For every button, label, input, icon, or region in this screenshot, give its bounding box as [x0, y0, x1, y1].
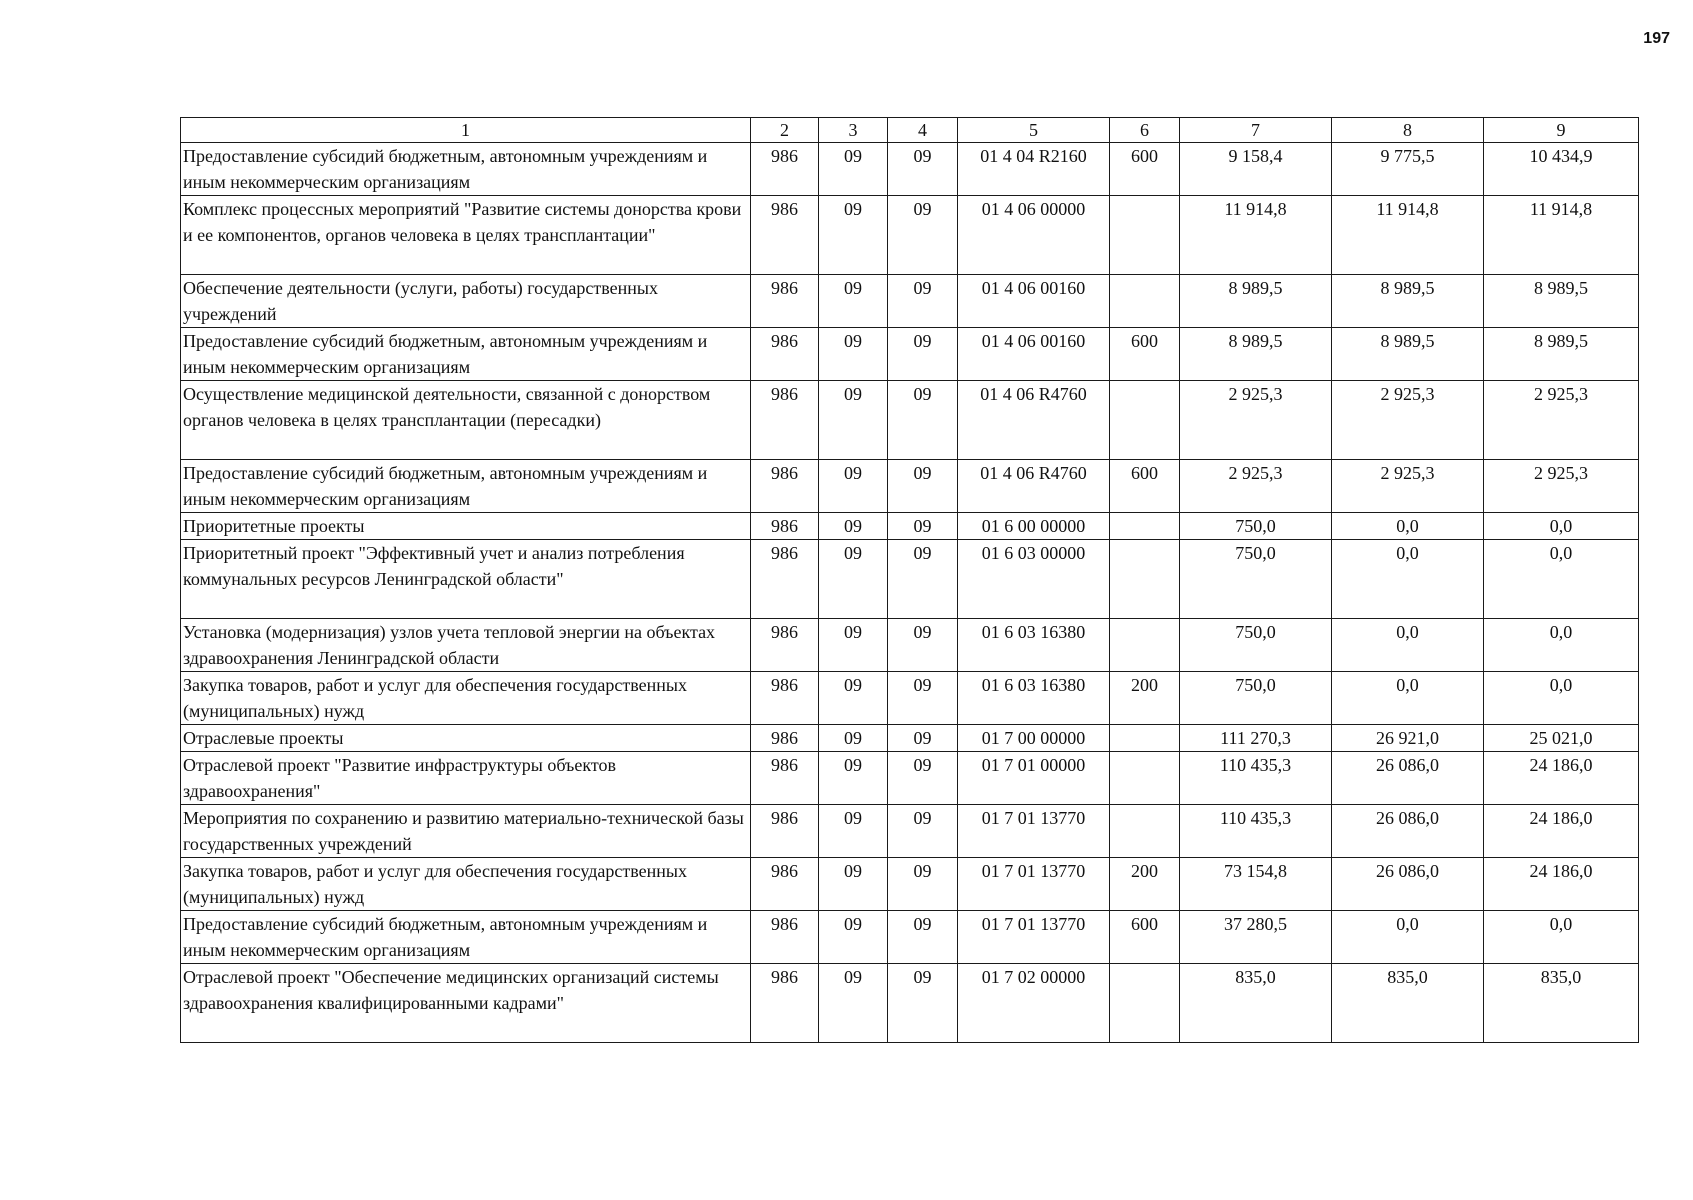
row-name-cell: Комплекс процессных мероприятий "Развитие системы донорства крови и ее компонентов, органов человека в целях трансплантации" — [181, 196, 751, 275]
subsection-cell: 09 — [888, 752, 958, 805]
subsection-cell: 09 — [888, 619, 958, 672]
subsection-cell: 09 — [888, 964, 958, 1043]
admin-code-cell: 986 — [751, 460, 819, 513]
row-name-cell: Отраслевые проекты — [181, 725, 751, 752]
admin-code-cell: 986 — [751, 196, 819, 275]
amount-year1-cell: 73 154,8 — [1180, 858, 1332, 911]
target-article-cell: 01 7 01 00000 — [958, 752, 1110, 805]
target-article-cell: 01 7 01 13770 — [958, 858, 1110, 911]
expense-type-cell: 200 — [1110, 672, 1180, 725]
amount-year3-cell: 0,0 — [1484, 513, 1639, 540]
budget-table-container — [180, 117, 1638, 1043]
expense-type-cell — [1110, 619, 1180, 672]
table-row — [181, 540, 1639, 619]
section-cell: 09 — [819, 196, 888, 275]
table-row — [181, 460, 1639, 513]
amount-year2-cell: 0,0 — [1332, 540, 1484, 619]
column-header: 7 — [1180, 118, 1332, 143]
target-article-cell: 01 7 01 13770 — [958, 805, 1110, 858]
target-article-cell: 01 7 01 13770 — [958, 911, 1110, 964]
column-header: 8 — [1332, 118, 1484, 143]
target-article-cell: 01 4 04 R2160 — [958, 143, 1110, 196]
table-row — [181, 964, 1639, 1043]
row-name-cell: Отраслевой проект "Обеспечение медицинских организаций системы здравоохранения квалифицированными кадрами" — [181, 964, 751, 1043]
target-article-cell: 01 6 03 16380 — [958, 672, 1110, 725]
section-cell: 09 — [819, 725, 888, 752]
column-header: 1 — [181, 118, 751, 143]
admin-code-cell: 986 — [751, 143, 819, 196]
table-row — [181, 858, 1639, 911]
amount-year3-cell: 0,0 — [1484, 619, 1639, 672]
table-row — [181, 513, 1639, 540]
subsection-cell: 09 — [888, 275, 958, 328]
amount-year2-cell: 2 925,3 — [1332, 460, 1484, 513]
amount-year3-cell: 8 989,5 — [1484, 275, 1639, 328]
section-cell: 09 — [819, 143, 888, 196]
section-cell: 09 — [819, 805, 888, 858]
amount-year3-cell: 24 186,0 — [1484, 858, 1639, 911]
row-name-cell: Осуществление медицинской деятельности, связанной с донорством органов человека в целях трансплантации (пересадки) — [181, 381, 751, 460]
section-cell: 09 — [819, 619, 888, 672]
target-article-cell: 01 7 02 00000 — [958, 964, 1110, 1043]
subsection-cell: 09 — [888, 460, 958, 513]
table-row — [181, 752, 1639, 805]
subsection-cell: 09 — [888, 805, 958, 858]
section-cell: 09 — [819, 275, 888, 328]
target-article-cell: 01 4 06 00000 — [958, 196, 1110, 275]
amount-year1-cell: 37 280,5 — [1180, 911, 1332, 964]
column-header: 6 — [1110, 118, 1180, 143]
target-article-cell: 01 4 06 R4760 — [958, 460, 1110, 513]
amount-year2-cell: 0,0 — [1332, 513, 1484, 540]
amount-year3-cell: 24 186,0 — [1484, 805, 1639, 858]
amount-year2-cell: 9 775,5 — [1332, 143, 1484, 196]
budget-table — [180, 117, 1639, 1043]
subsection-cell: 09 — [888, 328, 958, 381]
amount-year2-cell: 26 086,0 — [1332, 752, 1484, 805]
amount-year2-cell: 0,0 — [1332, 619, 1484, 672]
amount-year3-cell: 11 914,8 — [1484, 196, 1639, 275]
subsection-cell: 09 — [888, 381, 958, 460]
section-cell: 09 — [819, 513, 888, 540]
amount-year3-cell: 8 989,5 — [1484, 328, 1639, 381]
row-name-cell: Мероприятия по сохранению и развитию материально-технической базы государственных учреждений — [181, 805, 751, 858]
expense-type-cell — [1110, 540, 1180, 619]
amount-year1-cell: 8 989,5 — [1180, 328, 1332, 381]
target-article-cell: 01 4 06 00160 — [958, 328, 1110, 381]
row-name-cell: Предоставление субсидий бюджетным, автономным учреждениям и иным некоммерческим организациям — [181, 911, 751, 964]
amount-year1-cell: 2 925,3 — [1180, 460, 1332, 513]
column-header: 4 — [888, 118, 958, 143]
admin-code-cell: 986 — [751, 752, 819, 805]
amount-year3-cell: 24 186,0 — [1484, 752, 1639, 805]
amount-year2-cell: 26 921,0 — [1332, 725, 1484, 752]
expense-type-cell — [1110, 805, 1180, 858]
amount-year2-cell: 8 989,5 — [1332, 328, 1484, 381]
target-article-cell: 01 4 06 00160 — [958, 275, 1110, 328]
row-name-cell: Отраслевой проект "Развитие инфраструктуры объектов здравоохранения" — [181, 752, 751, 805]
table-row — [181, 619, 1639, 672]
admin-code-cell: 986 — [751, 381, 819, 460]
section-cell: 09 — [819, 328, 888, 381]
amount-year1-cell: 2 925,3 — [1180, 381, 1332, 460]
expense-type-cell: 600 — [1110, 460, 1180, 513]
amount-year1-cell: 8 989,5 — [1180, 275, 1332, 328]
row-name-cell: Предоставление субсидий бюджетным, автономным учреждениям и иным некоммерческим организациям — [181, 460, 751, 513]
table-row — [181, 672, 1639, 725]
section-cell: 09 — [819, 540, 888, 619]
amount-year3-cell: 2 925,3 — [1484, 381, 1639, 460]
expense-type-cell — [1110, 513, 1180, 540]
expense-type-cell — [1110, 275, 1180, 328]
table-row — [181, 911, 1639, 964]
row-name-cell: Приоритетные проекты — [181, 513, 751, 540]
amount-year2-cell: 0,0 — [1332, 911, 1484, 964]
amount-year3-cell: 10 434,9 — [1484, 143, 1639, 196]
amount-year1-cell: 750,0 — [1180, 513, 1332, 540]
target-article-cell: 01 7 00 00000 — [958, 725, 1110, 752]
row-name-cell: Обеспечение деятельности (услуги, работы) государственных учреждений — [181, 275, 751, 328]
table-row — [181, 328, 1639, 381]
expense-type-cell: 600 — [1110, 911, 1180, 964]
admin-code-cell: 986 — [751, 672, 819, 725]
page-number: 197 — [1643, 30, 1670, 47]
column-header: 3 — [819, 118, 888, 143]
amount-year2-cell: 8 989,5 — [1332, 275, 1484, 328]
amount-year1-cell: 110 435,3 — [1180, 752, 1332, 805]
admin-code-cell: 986 — [751, 725, 819, 752]
column-header: 5 — [958, 118, 1110, 143]
amount-year2-cell: 0,0 — [1332, 672, 1484, 725]
expense-type-cell: 200 — [1110, 858, 1180, 911]
table-row — [181, 381, 1639, 460]
target-article-cell: 01 6 00 00000 — [958, 513, 1110, 540]
table-row — [181, 805, 1639, 858]
admin-code-cell: 986 — [751, 964, 819, 1043]
expense-type-cell — [1110, 964, 1180, 1043]
admin-code-cell: 986 — [751, 805, 819, 858]
amount-year3-cell: 835,0 — [1484, 964, 1639, 1043]
row-name-cell: Установка (модернизация) узлов учета тепловой энергии на объектах здравоохранения Ленинградской области — [181, 619, 751, 672]
amount-year3-cell: 0,0 — [1484, 540, 1639, 619]
amount-year2-cell: 835,0 — [1332, 964, 1484, 1043]
table-row — [181, 196, 1639, 275]
amount-year1-cell: 9 158,4 — [1180, 143, 1332, 196]
row-name-cell: Приоритетный проект "Эффективный учет и анализ потребления коммунальных ресурсов Ленинградской области" — [181, 540, 751, 619]
amount-year1-cell: 835,0 — [1180, 964, 1332, 1043]
row-name-cell: Предоставление субсидий бюджетным, автономным учреждениям и иным некоммерческим организациям — [181, 328, 751, 381]
amount-year2-cell: 2 925,3 — [1332, 381, 1484, 460]
amount-year1-cell: 750,0 — [1180, 672, 1332, 725]
subsection-cell: 09 — [888, 725, 958, 752]
subsection-cell: 09 — [888, 911, 958, 964]
subsection-cell: 09 — [888, 858, 958, 911]
subsection-cell: 09 — [888, 196, 958, 275]
amount-year2-cell: 26 086,0 — [1332, 805, 1484, 858]
expense-type-cell — [1110, 381, 1180, 460]
expense-type-cell: 600 — [1110, 143, 1180, 196]
admin-code-cell: 986 — [751, 513, 819, 540]
expense-type-cell — [1110, 752, 1180, 805]
section-cell: 09 — [819, 672, 888, 725]
amount-year2-cell: 26 086,0 — [1332, 858, 1484, 911]
column-header: 9 — [1484, 118, 1639, 143]
table-row — [181, 725, 1639, 752]
amount-year1-cell: 750,0 — [1180, 619, 1332, 672]
amount-year1-cell: 750,0 — [1180, 540, 1332, 619]
subsection-cell: 09 — [888, 143, 958, 196]
row-name-cell: Закупка товаров, работ и услуг для обеспечения государственных (муниципальных) нужд — [181, 858, 751, 911]
admin-code-cell: 986 — [751, 911, 819, 964]
subsection-cell: 09 — [888, 540, 958, 619]
table-row — [181, 275, 1639, 328]
section-cell: 09 — [819, 460, 888, 513]
column-header: 2 — [751, 118, 819, 143]
section-cell: 09 — [819, 911, 888, 964]
admin-code-cell: 986 — [751, 858, 819, 911]
admin-code-cell: 986 — [751, 328, 819, 381]
subsection-cell: 09 — [888, 672, 958, 725]
expense-type-cell — [1110, 725, 1180, 752]
target-article-cell: 01 6 03 16380 — [958, 619, 1110, 672]
section-cell: 09 — [819, 964, 888, 1043]
amount-year3-cell: 0,0 — [1484, 672, 1639, 725]
table-body — [181, 143, 1639, 1043]
amount-year3-cell: 0,0 — [1484, 911, 1639, 964]
target-article-cell: 01 6 03 00000 — [958, 540, 1110, 619]
amount-year1-cell: 110 435,3 — [1180, 805, 1332, 858]
amount-year2-cell: 11 914,8 — [1332, 196, 1484, 275]
amount-year3-cell: 2 925,3 — [1484, 460, 1639, 513]
subsection-cell: 09 — [888, 513, 958, 540]
amount-year3-cell: 25 021,0 — [1484, 725, 1639, 752]
admin-code-cell: 986 — [751, 540, 819, 619]
expense-type-cell — [1110, 196, 1180, 275]
section-cell: 09 — [819, 858, 888, 911]
admin-code-cell: 986 — [751, 275, 819, 328]
table-row — [181, 143, 1639, 196]
expense-type-cell: 600 — [1110, 328, 1180, 381]
amount-year1-cell: 11 914,8 — [1180, 196, 1332, 275]
target-article-cell: 01 4 06 R4760 — [958, 381, 1110, 460]
table-header-row — [181, 118, 1639, 143]
section-cell: 09 — [819, 381, 888, 460]
row-name-cell: Предоставление субсидий бюджетным, автономным учреждениям и иным некоммерческим организациям — [181, 143, 751, 196]
row-name-cell: Закупка товаров, работ и услуг для обеспечения государственных (муниципальных) нужд — [181, 672, 751, 725]
section-cell: 09 — [819, 752, 888, 805]
admin-code-cell: 986 — [751, 619, 819, 672]
amount-year1-cell: 111 270,3 — [1180, 725, 1332, 752]
